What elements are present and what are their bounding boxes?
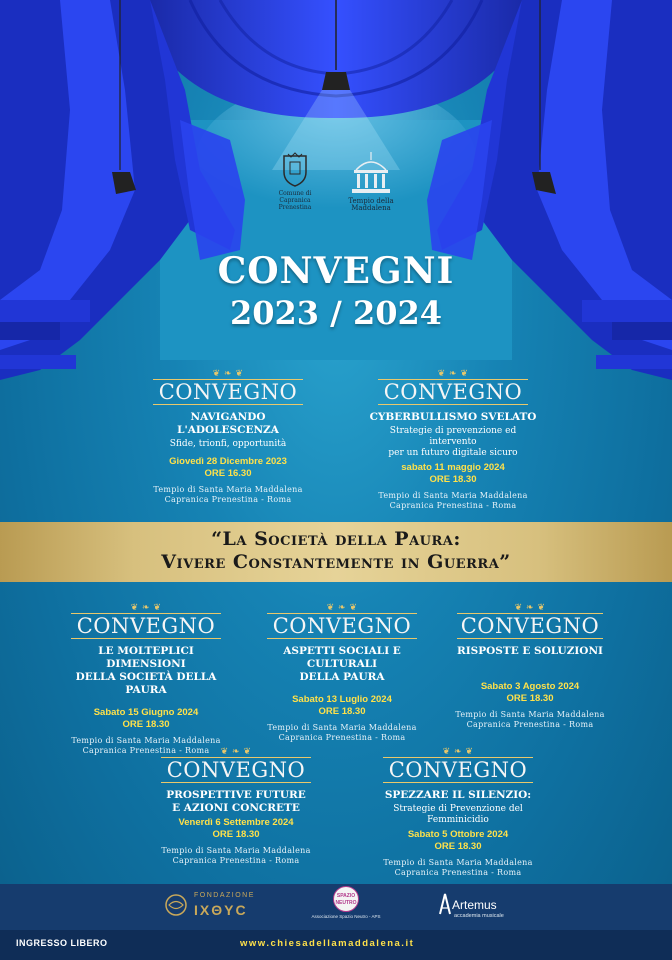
conference-date: Sabato 3 Agosto 2024 bbox=[480, 681, 580, 692]
conference-place: Tempio di Santa Maria Maddalena bbox=[383, 858, 533, 867]
conference-title: PROSPETTIVE FUTURE E AZIONI CONCRETE bbox=[166, 789, 306, 814]
conference-city: Capranica Prenestina - Roma bbox=[82, 746, 210, 755]
conference-city: Capranica Prenestina - Roma bbox=[394, 868, 522, 877]
conference-subtitle: Strategie di Prevenzione del Femminicidio bbox=[393, 804, 523, 825]
fondazione-name: IXΘYC bbox=[194, 902, 248, 918]
spazio-neutro-logo bbox=[306, 886, 386, 928]
conference-date: Sabato 15 Giugno 2024 bbox=[93, 707, 199, 718]
conference-header bbox=[148, 370, 308, 405]
ornament-icon: ❦ ❧ ❦ bbox=[437, 369, 469, 379]
conference-card bbox=[368, 370, 538, 511]
conference-header bbox=[368, 370, 538, 405]
tempio-logo-text: Tempio della Maddalena bbox=[348, 197, 394, 212]
ornament-icon: ❦ ❧ ❦ bbox=[442, 747, 474, 757]
ornament-icon: ❦ ❧ ❦ bbox=[326, 603, 358, 613]
conference-time: ORE 18.30 bbox=[212, 829, 260, 840]
spazio-neutro-caption: Associazione Spazio Neutro - APS bbox=[311, 914, 381, 919]
title-convegni: CONVEGNI bbox=[217, 250, 455, 292]
gold-rule bbox=[267, 638, 417, 639]
conference-city: Capranica Prenestina - Roma bbox=[278, 733, 406, 742]
theme-line-1: “La Società della Paura: bbox=[211, 528, 461, 550]
conference-time: ORE 18.30 bbox=[506, 693, 554, 704]
spazio-neutro-badge: SPAZIO NEUTRO bbox=[333, 886, 359, 912]
conference-card bbox=[66, 604, 226, 756]
free-entry-label: INGRESSO LIBERO bbox=[16, 938, 108, 948]
conference-card bbox=[370, 748, 546, 878]
artemus-name: Artemus bbox=[452, 898, 497, 912]
conference-card bbox=[452, 604, 608, 730]
conference-city: Capranica Prenestina - Roma bbox=[164, 495, 292, 504]
conference-label: CONVEGNO bbox=[383, 380, 523, 404]
conference-title: SPEZZARE IL SILENZIO: bbox=[384, 789, 532, 801]
conference-place: Tempio di Santa Maria Maddalena bbox=[267, 723, 417, 732]
coat-of-arms-icon bbox=[280, 152, 310, 188]
conference-header bbox=[452, 604, 608, 639]
fondazione-logo bbox=[164, 890, 264, 924]
ornament-icon: ❦ ❧ ❦ bbox=[212, 369, 244, 379]
conference-card bbox=[148, 370, 308, 505]
conference-place: Tempio di Santa Maria Maddalena bbox=[455, 710, 605, 719]
conference-title: ASPETTI SOCIALI E CULTURALI DELLA PAURA bbox=[283, 645, 401, 683]
harp-icon bbox=[438, 892, 452, 916]
conference-city: Capranica Prenestina - Roma bbox=[389, 501, 517, 510]
conference-place: Tempio di Santa Maria Maddalena bbox=[153, 485, 303, 494]
conference-date: sabato 11 maggio 2024 bbox=[401, 462, 505, 473]
conference-subtitle: Strategie di prevenzione ed intervento per un futuro digitale sicuro bbox=[388, 426, 518, 458]
conference-title: CYBERBULLISMO SVELATO bbox=[369, 411, 537, 423]
tempio-logo bbox=[336, 152, 406, 212]
conference-header bbox=[66, 604, 226, 639]
conference-card bbox=[156, 748, 316, 866]
ornament-icon: ❦ ❧ ❦ bbox=[130, 603, 162, 613]
title-years: 2023 / 2024 bbox=[229, 294, 443, 332]
gold-rule bbox=[153, 404, 303, 405]
conference-time: ORE 18.30 bbox=[318, 706, 366, 717]
conference-time: ORE 18.30 bbox=[434, 841, 482, 852]
fondazione-small: FONDAZIONE bbox=[194, 892, 255, 899]
artemus-caption: accademia musicale bbox=[454, 913, 504, 919]
conference-label: CONVEGNO bbox=[166, 758, 306, 782]
conference-date: Venerdì 6 Settembre 2024 bbox=[178, 817, 294, 828]
website-link[interactable]: www.chiesadellamaddalena.it bbox=[240, 938, 415, 949]
conference-label: CONVEGNO bbox=[272, 614, 412, 638]
conference-label: CONVEGNO bbox=[76, 614, 216, 638]
comune-logo-text: Comune di Capranica Prenestina bbox=[278, 190, 312, 211]
conference-time: ORE 18.30 bbox=[122, 719, 170, 730]
ornament-icon: ❦ ❧ ❦ bbox=[514, 603, 546, 613]
conference-date: Sabato 5 Ottobre 2024 bbox=[407, 829, 509, 840]
footer-bar bbox=[0, 930, 672, 960]
theme-band bbox=[0, 522, 672, 582]
conference-place: Tempio di Santa Maria Maddalena bbox=[161, 846, 311, 855]
conference-subtitle: Sfide, trionfi, opportunità bbox=[169, 439, 287, 449]
comune-logo bbox=[268, 152, 322, 211]
gold-rule bbox=[378, 404, 528, 405]
conference-place: Tempio di Santa Maria Maddalena bbox=[71, 736, 221, 745]
conference-header bbox=[156, 748, 316, 783]
conference-title: LE MOLTEPLICI DIMENSIONI DELLA SOCIETÀ DELLA PAURA bbox=[75, 645, 217, 696]
conference-label: CONVEGNO bbox=[158, 380, 298, 404]
gold-rule bbox=[71, 638, 221, 639]
conference-city: Capranica Prenestina - Roma bbox=[172, 856, 300, 865]
theme-line-2: Vivere Constantemente in Guerra” bbox=[161, 551, 511, 573]
conference-label: CONVEGNO bbox=[388, 758, 528, 782]
conference-title: RISPOSTE E SOLUZIONI bbox=[457, 645, 603, 657]
conference-title: NAVIGANDO L'ADOLESCENZA bbox=[177, 411, 279, 436]
gold-rule bbox=[161, 782, 311, 783]
gold-rule bbox=[383, 782, 533, 783]
conference-date: Giovedì 28 Dicembre 2023 bbox=[169, 456, 287, 467]
fish-icon bbox=[164, 892, 188, 918]
artemus-logo bbox=[438, 890, 518, 926]
conference-city: Capranica Prenestina - Roma bbox=[466, 720, 594, 729]
temple-icon bbox=[348, 152, 394, 196]
conference-header bbox=[370, 748, 546, 783]
conference-header bbox=[262, 604, 422, 639]
conference-label: CONVEGNO bbox=[460, 614, 600, 638]
sponsor-logos bbox=[0, 884, 672, 930]
main-title bbox=[0, 250, 672, 332]
gold-rule bbox=[457, 638, 603, 639]
conference-time: ORE 16.30 bbox=[204, 468, 252, 479]
ornament-icon: ❦ ❧ ❦ bbox=[220, 747, 252, 757]
conference-place: Tempio di Santa Maria Maddalena bbox=[378, 491, 528, 500]
conference-time: ORE 18.30 bbox=[429, 474, 477, 485]
conference-date: Sabato 13 Luglio 2024 bbox=[292, 694, 392, 705]
conference-card bbox=[262, 604, 422, 743]
